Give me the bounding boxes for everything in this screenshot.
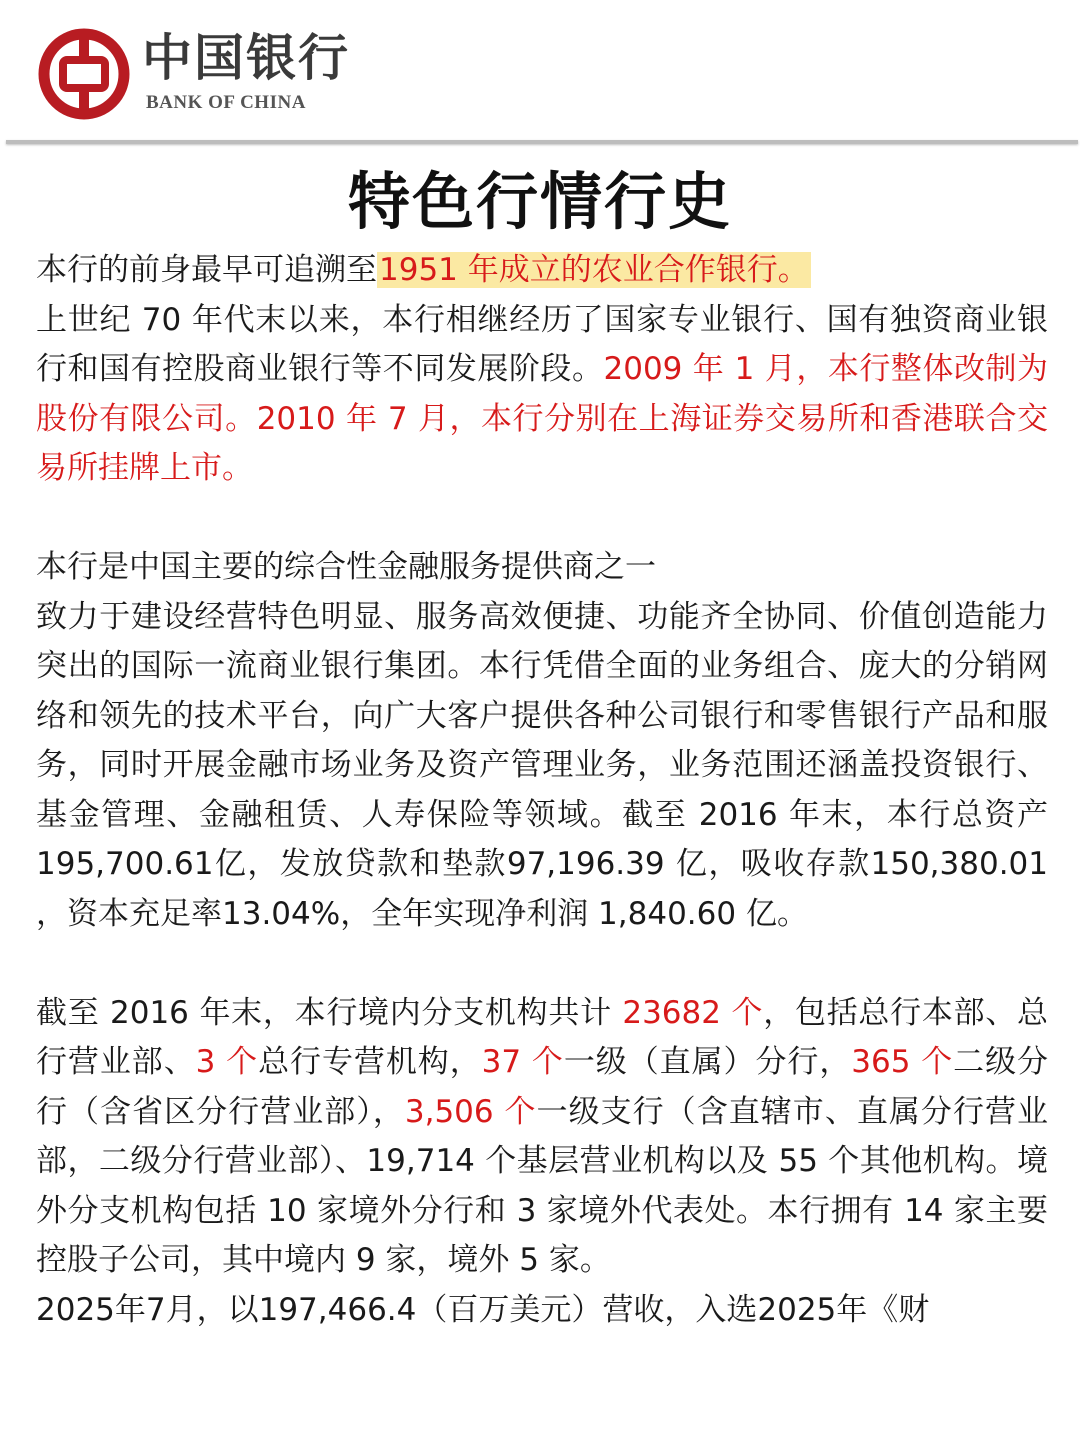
specialized-units-count: 3 个 <box>195 1044 259 1080</box>
branches-total-count: 23682 个 <box>622 994 764 1031</box>
header-divider <box>6 140 1078 144</box>
origin-text: 本行的前身最早可追溯至 <box>36 252 377 288</box>
highlighted-founding-year: 1951 年成立的农业合作银行。 <box>379 252 809 288</box>
paragraph-origin <box>36 246 1048 296</box>
paragraph-branches <box>36 989 1048 1286</box>
tier1-branches-count: 37 个 <box>481 1044 564 1080</box>
bank-of-china-logo-icon <box>38 28 130 120</box>
logo-chinese-name: 中国银行 <box>142 28 350 87</box>
page-title: 特色行情行史 <box>347 165 732 238</box>
tier1-subbranches-count: 3,506 个 <box>404 1093 537 1130</box>
spacer <box>36 494 1048 544</box>
paragraph-history <box>36 296 1048 494</box>
paragraph-positioning: 本行是中国主要的综合性金融服务提供商之一 <box>36 549 656 585</box>
spacer <box>36 939 1048 989</box>
logo-english-name: BANK OF CHINA <box>146 92 306 113</box>
branches-text: 二级分行（含省区分行营业部）， <box>36 1044 1049 1130</box>
branches-text: 一级支行（含直辖市、直属分行营业部，二级分行营业部）、19,714 个基层营业机构以及 55 个其他机构。境外分支机构包括 10 家境外分行和 3 家境外代表处。本行拥有 14 家主要控股子公司，其中境内 9 家，境外 5 家。 <box>36 1093 1049 1278</box>
branches-text: ，包括总行本部、总行营业部、 <box>36 994 1048 1080</box>
paragraph-ranking: 2025年7月，以197,466.4（百万美元）营收，入选2025年《财 <box>36 1291 930 1328</box>
branches-text: 总行专营机构， <box>258 1044 482 1080</box>
tier2-branches-count: 365 个 <box>851 1044 954 1080</box>
branches-text: 截至 2016 年末，本行境内分支机构共计 <box>36 994 623 1031</box>
article-body <box>36 246 1048 1335</box>
paragraph-business: 致力于建设经营特色明显、服务高效便捷、功能齐全协同、价值创造能力突出的国际一流商业银行集团。本行凭借全面的业务组合、庞大的分销网络和领先的技术平台，向广大客户提供各种公司银行和零售银行产品和服务，同时开展金融市场业务及资产管理业务，业务范围还涵盖投资银行、基金管理、金融租赁、人寿保险等领域。截至 2016 年末，本行总资产 195,700.61亿，发放贷款和垫款97,196.39 亿，吸收存款150,380.01 ，资本充足率13.04%，全年实现净利润 1,840.60 亿。 <box>36 598 1048 932</box>
history-ipo-text: 2009 年 1 月，本行整体改制为股份有限公司。2010 年 7 月，本行分别在上海证券交易所和香港联合交易所挂牌上市。 <box>36 351 1049 486</box>
branches-text: 一级（直属）分行， <box>563 1044 852 1080</box>
history-text: 上世纪 70 年代末以来，本行相继经历了国家专业银行、国有独资商业银行和国有控股商业银行等不同发展阶段。 <box>36 301 1048 387</box>
header <box>0 0 1080 142</box>
